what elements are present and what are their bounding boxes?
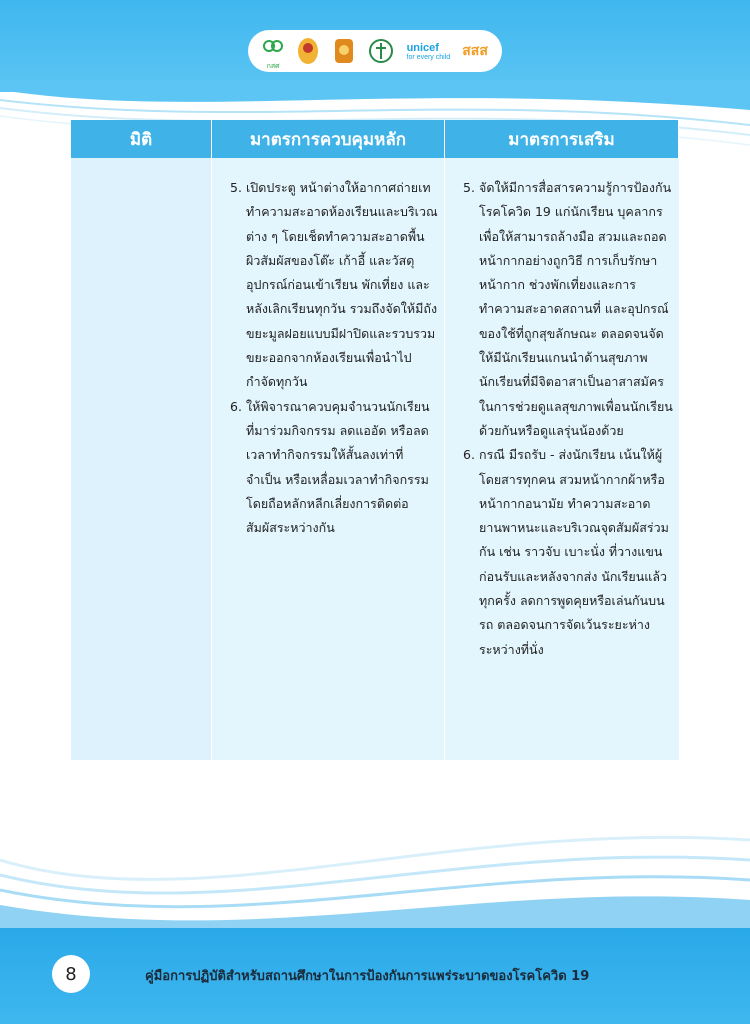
emblem-1-icon — [296, 36, 320, 66]
list-item: 5. จัดให้มีการสื่อสารความรู้การป้องกันโรคโควิด 19 แก่นักเรียน บุคลากร เพื่อให้สามารถล้างมือ สวมและถอดหน้ากากอย่างถูกวิธี การเก็บรักษาหน้ากาก ช่วงพักเที่ยงและการทำความสะอาดสถานที่ และอุปกรณ์ของใช้ที่ถูกสุขลักษณะ ตลอดจนจัดให้มีนักเรียนแกนนำด้านสุขภาพนักเรียนที่มีจิตอาสาเป็นอาสาสมัครในการช่วยดูแลสุขภาพเพื่อนนักเรียนด้วยกันหรือดูแลรุ่นน้องด้วย — [463, 180, 673, 438]
header-main-measures: มาตรการควบคุมหลัก — [212, 120, 445, 158]
moph-logo-icon — [368, 38, 394, 64]
footer-title: คู่มือการปฏิบัติสำหรับสถานศึกษาในการป้องกันการแพร่ระบาดของโรคโควิด 19 — [145, 969, 590, 984]
main-measures-cell — [212, 158, 445, 760]
list-item: 6. ให้พิจารณาควบคุมจำนวนนักเรียนที่มาร่วมกิจกรรม ลดแออัด หรือลดเวลาทำกิจกรรมให้สั้นลงเท่าที่จำเป็น หรือเหลื่อมเวลาทำกิจกรรม โดยถือหลักหลีกเลี่ยงการติดต่อสัมผัสระหว่างกัน — [230, 398, 430, 536]
unicef-logo: unicef for every child — [406, 41, 451, 61]
partner-logos — [248, 30, 502, 72]
thaihealth-logo: สสส — [462, 42, 488, 58]
dimension-cell — [71, 158, 212, 760]
supplementary-measures-cell — [445, 158, 679, 760]
measures-table — [71, 120, 679, 760]
bottom-wave-decoration — [0, 800, 750, 940]
header-dimension: มิติ — [71, 120, 212, 158]
page-number: 8 — [52, 955, 90, 993]
dsm-logo: กสศ — [262, 39, 284, 63]
emblem-2-icon — [332, 36, 356, 66]
list-item: 6. กรณี มีรถรับ - ส่งนักเรียน เน้นให้ผู้โดยสารทุกคน สวมหน้ากากผ้าหรือหน้ากากอนามัย ทำความสะอาดยานพาหนะและบริเวณจุดสัมผัสร่วมกัน เช่น ราวจับ เบาะนั่ง ที่วางแขน ก่อนรับและหลังจากส่ง นักเรียนแล้วทุกครั้ง ลดการพูดคุยหรือเล่นกันบนรถ ตลอดจนการจัดเว้นระยะห่างระหว่างที่นั่ง — [463, 447, 669, 657]
header-supplementary-measures: มาตรการเสริม — [445, 120, 679, 158]
list-item: 5. เปิดประตู หน้าต่างให้อากาศถ่ายเท ทำความสะอาดห้องเรียนและบริเวณต่าง ๆ โดยเช็ดทำความสะอาดพื้นผิวสัมผัสของโต๊ะ เก้าอี้ และวัสดุอุปกรณ์ก่อนเข้าเรียน พักเที่ยง และหลังเลิกเรียนทุกวัน รวมถึงจัดให้มีถังขยะมูลฝอยแบบมีฝาปิดและรวบรวมขยะออกจากห้องเรียนเพื่อนำไปกำจัดทุกวัน — [230, 180, 438, 390]
